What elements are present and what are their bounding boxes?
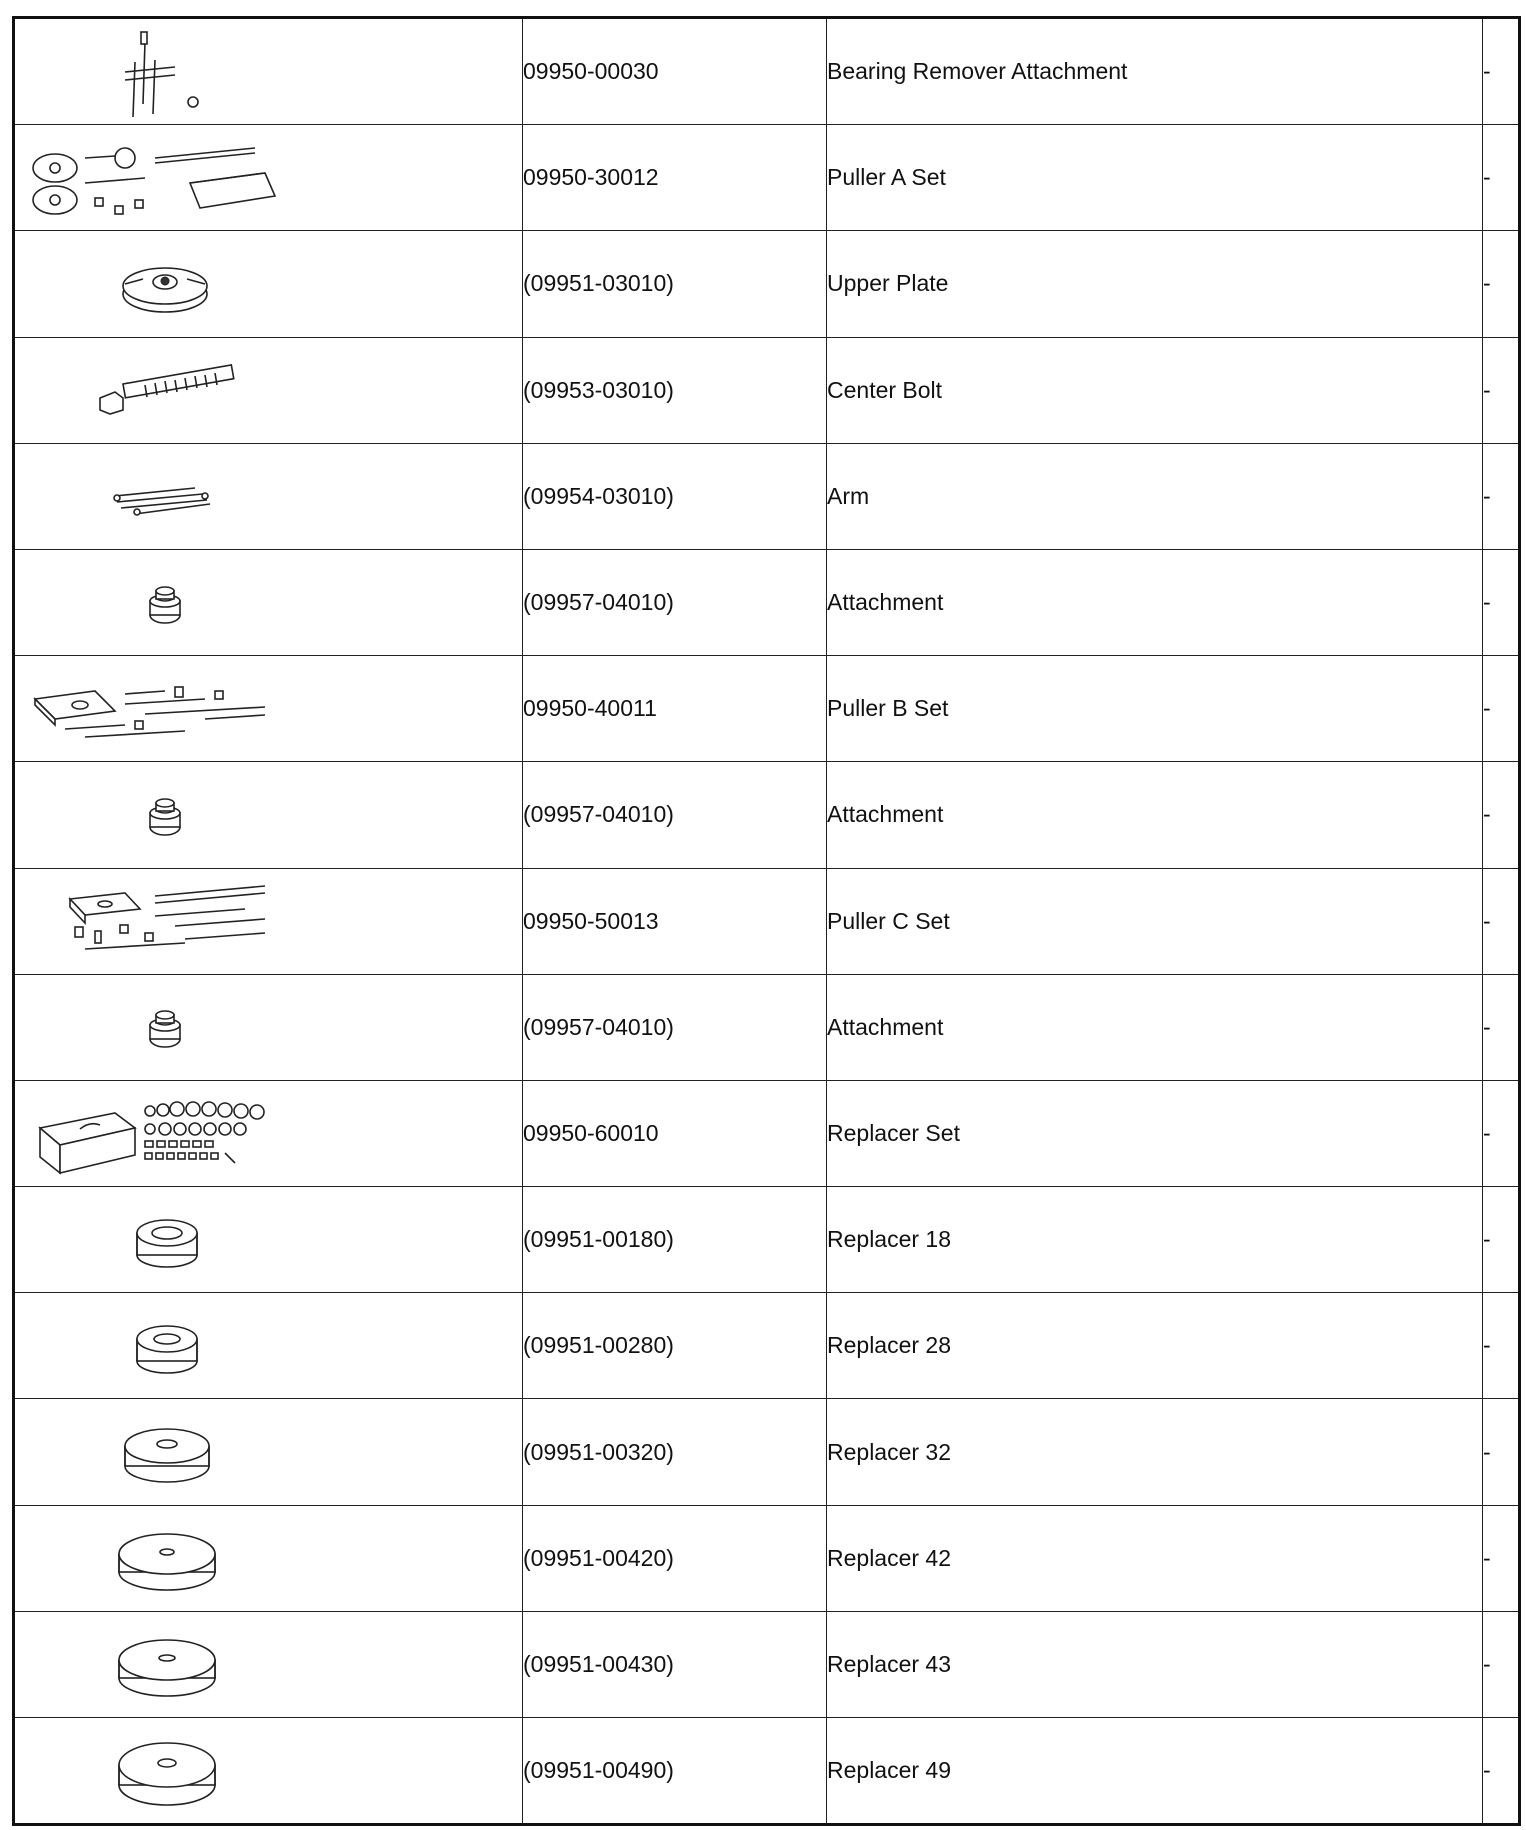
remark: - <box>1483 443 1520 549</box>
tool-illustration-cell <box>14 549 523 655</box>
part-number: (09957-04010) <box>523 974 827 1080</box>
tool-illustration-cell <box>14 125 523 231</box>
puller-set-icon <box>15 871 522 971</box>
tool-illustration-cell <box>14 443 523 549</box>
tool-name: Puller C Set <box>827 868 1483 974</box>
tool-illustration-cell <box>14 1611 523 1717</box>
arm-icon <box>15 446 522 546</box>
remark: - <box>1483 337 1520 443</box>
part-number: (09957-04010) <box>523 762 827 868</box>
tool-illustration-cell <box>14 974 523 1080</box>
upper-plate-icon <box>15 234 522 334</box>
table-row <box>14 1293 1520 1399</box>
replacer-disc-icon <box>15 1721 522 1821</box>
part-number: (09957-04010) <box>523 549 827 655</box>
part-number: (09951-00320) <box>523 1399 827 1505</box>
tool-name: Arm <box>827 443 1483 549</box>
replacer-disc-icon <box>15 1508 522 1608</box>
replacer-ring-icon <box>15 1190 522 1290</box>
table-row <box>14 868 1520 974</box>
part-number: 09950-60010 <box>523 1080 827 1186</box>
table-body <box>14 18 1520 1825</box>
tool-name: Replacer 28 <box>827 1293 1483 1399</box>
tool-illustration-cell <box>14 868 523 974</box>
remark: - <box>1483 1718 1520 1825</box>
tool-name: Puller A Set <box>827 125 1483 231</box>
table-row <box>14 1187 1520 1293</box>
tool-illustration-cell <box>14 1505 523 1611</box>
attachment-icon <box>15 977 522 1077</box>
tool-name: Replacer 43 <box>827 1611 1483 1717</box>
part-number: (09951-00420) <box>523 1505 827 1611</box>
puller-set-icon <box>15 659 522 759</box>
table-row <box>14 443 1520 549</box>
tool-name: Attachment <box>827 549 1483 655</box>
part-number: (09951-00430) <box>523 1611 827 1717</box>
center-bolt-icon <box>15 340 522 440</box>
bearing-remover-attachment-icon <box>15 22 522 122</box>
replacer-set-icon <box>15 1083 522 1183</box>
table-row <box>14 125 1520 231</box>
remark: - <box>1483 18 1520 125</box>
table-row <box>14 656 1520 762</box>
tool-name: Center Bolt <box>827 337 1483 443</box>
part-number: 09950-30012 <box>523 125 827 231</box>
tool-illustration-cell <box>14 1293 523 1399</box>
part-number: (09953-03010) <box>523 337 827 443</box>
part-number: (09951-00180) <box>523 1187 827 1293</box>
tool-illustration-cell <box>14 656 523 762</box>
remark: - <box>1483 1505 1520 1611</box>
table-row <box>14 18 1520 125</box>
tool-illustration-cell <box>14 1718 523 1825</box>
tool-illustration-cell <box>14 18 523 125</box>
part-number: (09951-03010) <box>523 231 827 337</box>
tool-name: Puller B Set <box>827 656 1483 762</box>
tool-illustration-cell <box>14 762 523 868</box>
table-row <box>14 974 1520 1080</box>
remark: - <box>1483 125 1520 231</box>
remark: - <box>1483 1293 1520 1399</box>
table-row <box>14 231 1520 337</box>
part-number: (09951-00490) <box>523 1718 827 1825</box>
remark: - <box>1483 1399 1520 1505</box>
table-row <box>14 549 1520 655</box>
remark: - <box>1483 868 1520 974</box>
replacer-ring-icon <box>15 1296 522 1396</box>
table-row <box>14 1080 1520 1186</box>
remark: - <box>1483 762 1520 868</box>
tool-illustration-cell <box>14 231 523 337</box>
tool-name: Replacer 18 <box>827 1187 1483 1293</box>
tool-name: Upper Plate <box>827 231 1483 337</box>
part-number: 09950-40011 <box>523 656 827 762</box>
tool-name: Replacer 42 <box>827 1505 1483 1611</box>
table-row <box>14 1611 1520 1717</box>
special-tools-table <box>12 16 1521 1826</box>
table-row <box>14 337 1520 443</box>
part-number: 09950-50013 <box>523 868 827 974</box>
replacer-disc-icon <box>15 1402 522 1502</box>
remark: - <box>1483 1080 1520 1186</box>
part-number: (09951-00280) <box>523 1293 827 1399</box>
table-row <box>14 1399 1520 1505</box>
tool-name: Replacer Set <box>827 1080 1483 1186</box>
remark: - <box>1483 231 1520 337</box>
tool-illustration-cell <box>14 1080 523 1186</box>
remark: - <box>1483 1187 1520 1293</box>
remark: - <box>1483 549 1520 655</box>
part-number: 09950-00030 <box>523 18 827 125</box>
tool-name: Bearing Remover Attachment <box>827 18 1483 125</box>
tool-name: Attachment <box>827 762 1483 868</box>
tool-name: Attachment <box>827 974 1483 1080</box>
part-number: (09954-03010) <box>523 443 827 549</box>
table-row <box>14 1505 1520 1611</box>
puller-set-icon <box>15 128 522 228</box>
tool-name: Replacer 49 <box>827 1718 1483 1825</box>
tool-illustration-cell <box>14 1399 523 1505</box>
table-row <box>14 1718 1520 1825</box>
tool-illustration-cell <box>14 1187 523 1293</box>
table-row <box>14 762 1520 868</box>
remark: - <box>1483 974 1520 1080</box>
remark: - <box>1483 1611 1520 1717</box>
replacer-disc-icon <box>15 1614 522 1714</box>
remark: - <box>1483 656 1520 762</box>
tool-illustration-cell <box>14 337 523 443</box>
attachment-icon <box>15 553 522 653</box>
attachment-icon <box>15 765 522 865</box>
tool-name: Replacer 32 <box>827 1399 1483 1505</box>
